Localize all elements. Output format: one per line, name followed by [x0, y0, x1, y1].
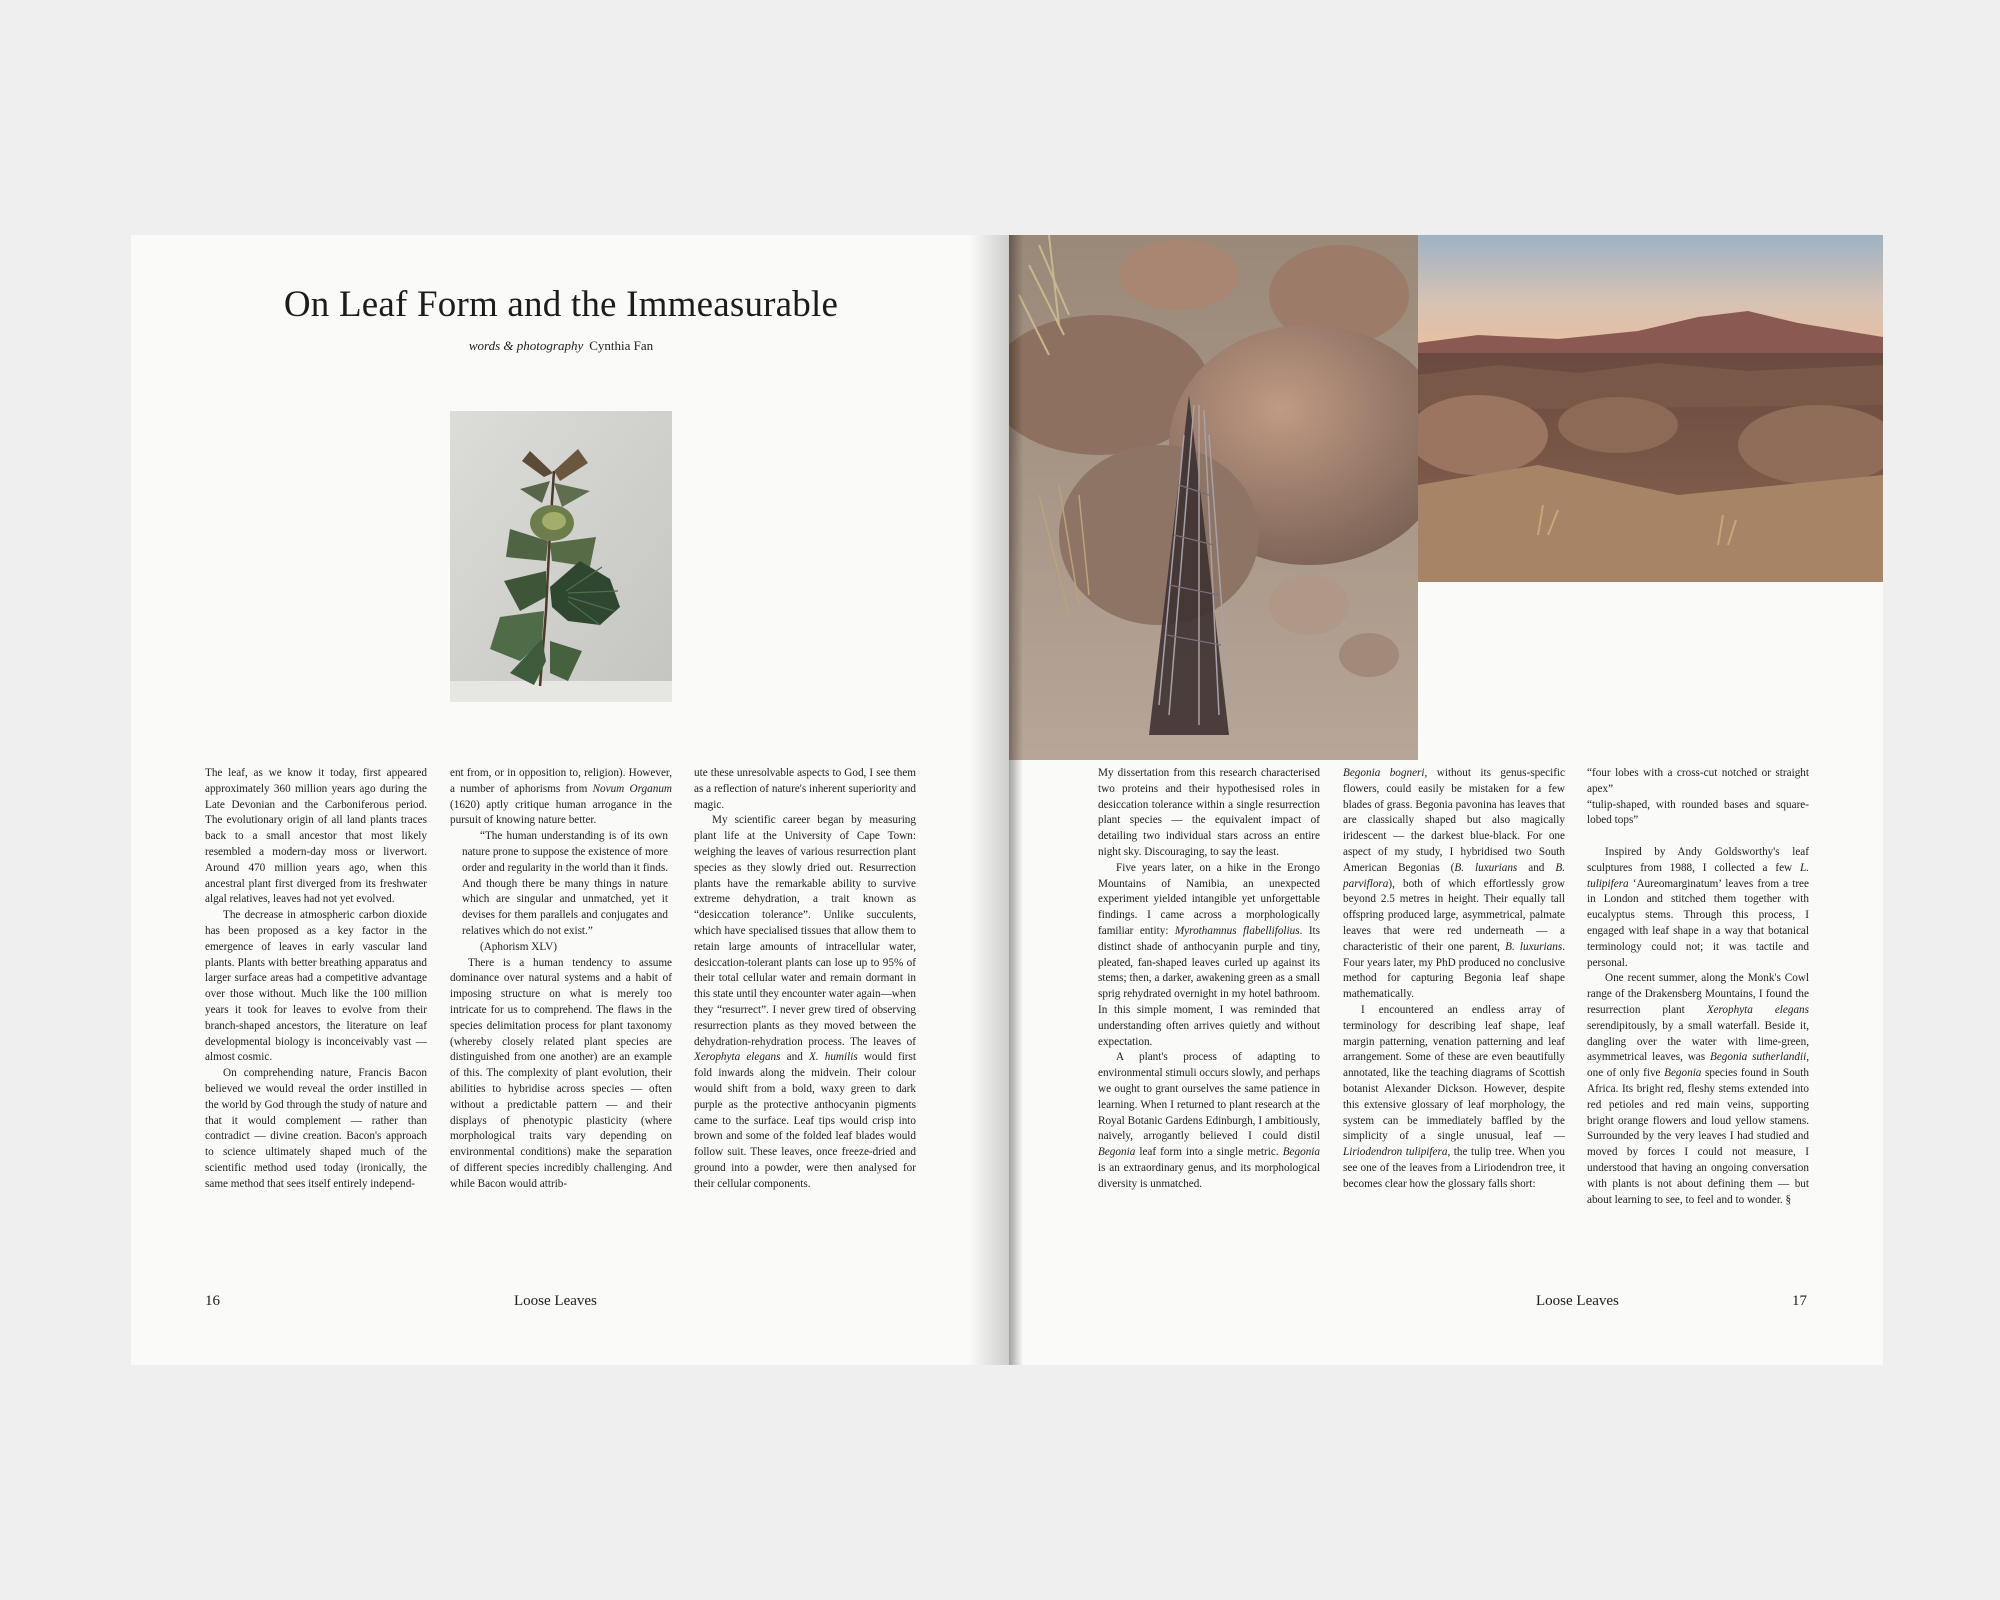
- text-run: Inspired by Andy Goldsworthy's leaf sculptures from 1988, I collected a few: [1587, 845, 1809, 874]
- species-name: Xerophyta elegans: [1706, 1003, 1809, 1016]
- rock-resurrection-plant-photo: [1009, 235, 1418, 760]
- gutter-shadow: [1009, 235, 1023, 1365]
- byline: [131, 338, 991, 354]
- text-run: is an extraordinary genus, and its morphological diversity is unmatched.: [1098, 1161, 1320, 1190]
- right-column-1: [1098, 766, 1320, 1193]
- right-page: [1009, 235, 1883, 1365]
- text-run: . Its distinct shade of anthocyanin purple and tiny, pleated, fan-shaped leaves curled up against its stems; then, a darker, awakening green as a small sprig rehydrated overnight in my hotel bathroom. In this simple moment, I was reminded that understanding often arrives quietly and without expectation.: [1098, 924, 1321, 1048]
- page-number: 16: [205, 1293, 220, 1309]
- begonia-leaf-illustration: [450, 411, 672, 702]
- species-name: B. luxurians: [1505, 940, 1563, 953]
- text-run: My scientific career began by measuring plant life at the University of Cape Town: weighing the leaves of various resurrection plant species as they slowly dried out. Resurrection plants have the remarkable ability to survive extreme dehydration, a trait known as “desiccation tolerance”. Unlike succulents, which have specialised tissues that allow them to retain large amounts of intracellular water, desiccation-tolerant plants can lose up to 95% of their total cellular water and remain dormant in this state until they encounter water again—when they “resurrect”. I never grew tired of observing resurrection plants as they moved between the dehydration-rehydration process. The leaves of: [694, 814, 916, 1048]
- species-name: Begonia: [1282, 1146, 1320, 1159]
- right-column-2: [1343, 766, 1565, 1193]
- paragraph: [1343, 766, 1565, 1003]
- text-run: ent from, or in opposition to, religion). However, a number of aphorisms from: [450, 767, 672, 795]
- begonia-leaf-photo: [450, 411, 672, 702]
- text-run: , one of only five: [1587, 1051, 1809, 1080]
- text-run: ‘Aureomarginatum’ leaves from a tree in London and stitched them together with eucalyptus stems. Through this process, I engaged with leaf shape in a way that botanical terminology could not; it was tactile and personal.: [1587, 877, 1809, 969]
- text-run: Five years later, on a hike in the Erongo Mountains of Namibia, an unexpected experiment yielded intangible yet unforgettable findings. I came across a morphologically familiar entity:: [1098, 861, 1320, 937]
- paragraph: [1587, 845, 1809, 971]
- left-column-1: [205, 766, 427, 1193]
- species-name: Begonia bogneri: [1343, 767, 1425, 779]
- species-name: Liriodendron tulipifera: [1343, 1146, 1448, 1159]
- paragraph: My dissertation from this research characterised two proteins and their hypothesised roles in desiccation tolerance within a single resurrection plant species — the equivalent impact of detailing two individual stars across an entire night sky. Discouraging, to say the least.: [1098, 767, 1320, 858]
- text-run: , the tulip tree. When you see one of the leaves from a Liriodendron tree, it becomes clear how the glossary falls short:: [1343, 1146, 1565, 1190]
- landscape-photo-illustration: [1418, 235, 1883, 582]
- paragraph: [694, 813, 916, 1192]
- text-run: and: [780, 1051, 809, 1064]
- glossary-quote: “four lobes with a cross-cut notched or straight apex”: [1587, 767, 1809, 795]
- paragraph: [1098, 861, 1320, 1051]
- paragraph: The leaf, as we know it today, first appeared approximately 360 million years ago during the Late Devonian and the Carboniferous period. The evolutionary origin of all land plants traces back to a small ancestor that most likely resembled a modern-day moss or liverwort. Around 470 million years ago, when this ancestral plant first diverged from its freshwater algal relatives, leaves had not yet evolved.: [205, 767, 427, 906]
- species-name: B. luxurians: [1454, 861, 1518, 874]
- paragraph: ute these unresolvable aspects to God, I see them as a reflection of nature's inherent superiority and magic.: [694, 767, 916, 811]
- right-column-3: [1587, 766, 1809, 1208]
- text-run: species found in South Africa. Its bright red, fleshy stems extended into red petioles and red main veins, supporting bright orange flowers and loud yellow stamens. Surrounded by the very leaves I had studied and moved by forces I could not measure, I understood that having an ongoing conversation with plants is not about defining them — but about learning to see, to feel and to wonder. §: [1587, 1067, 1809, 1206]
- species-name: X. humilis: [808, 1051, 858, 1064]
- paragraph: [1587, 971, 1809, 1208]
- species-name: L. tulipifera: [1587, 861, 1809, 890]
- species-name: Begonia: [1664, 1067, 1702, 1080]
- running-footer: Loose Leaves: [514, 1293, 597, 1309]
- text-run: would first fold inwards along the midvein. Their colour would shift from a bold, waxy green to dark purple as the protective anthocyanin pigments came to the surface. Leaf tips would crisp into brown and some of the folded leaf blades would follow suit. These leaves, once freeze-dried and ground into a powder, were then analysed for their cellular components.: [694, 1051, 916, 1190]
- quote-citation: (Aphorism XLV): [480, 940, 557, 953]
- article-title: On Leaf Form and the Immeasurable: [283, 284, 839, 325]
- species-name: Myrothamnus flabellifolius: [1174, 924, 1300, 937]
- magazine-spread: [131, 235, 1883, 1365]
- text-run: , without its genus-specific flowers, could easily be mistaken for a few blades of grass. Begonia pavonina has leaves that are classically shaped but also magically iridescent — the darkest blue-black. For one aspect of my study, I hybridised two South American Begonias (: [1343, 767, 1565, 874]
- text-run: . Four years later, my PhD produced no conclusive method for capturing Begonia leaf shape mathematically.: [1343, 940, 1565, 1001]
- species-name: Begonia sutherlandii: [1709, 1051, 1807, 1064]
- paragraph: [1343, 1003, 1565, 1193]
- block-quote: “The human understanding is of its own nature prone to suppose the existence of more order and regularity in the world than it finds. And though there be many things in nature which are singular and unmatched, yet it devises for them parallels and conjugates and relatives which do not exist.”: [462, 830, 668, 937]
- left-column-2: [450, 766, 672, 1193]
- left-column-3: [694, 766, 916, 1193]
- species-name: Begonia: [1098, 1146, 1136, 1159]
- erongo-landscape-photo: [1418, 235, 1883, 582]
- paragraph: The decrease in atmospheric carbon dioxide has been proposed as a key factor in the emergence of leaves in early vascular land plants. Plants with better breathing apparatus and larger surface areas had a competitive advantage over those without. Much like the 100 million years it took for leaves to evolve from their branch-shaped ancestors, the literature on leaf developmental biology is inconceivably vast — almost cosmic.: [205, 909, 427, 1064]
- page-number: 17: [1792, 1293, 1807, 1309]
- byline-author: Cynthia Fan: [589, 338, 654, 353]
- text-run: A plant's process of adapting to environmental stimuli occurs slowly, and perhaps we ought to grant ourselves the same patience in learning. When I returned to plant research at the Royal Botanic Gardens Edinburgh, I ambitiously, naively, arrogantly believed I could distil: [1098, 1051, 1320, 1143]
- species-name: Xerophyta elegans: [694, 1051, 781, 1064]
- paragraph: [450, 766, 672, 829]
- text-run: leaf form into a single metric.: [1135, 1146, 1283, 1159]
- text-run: ), both of which effortlessly grow beyond 2.5 metres in height. Their equally tall offspring produced large, asymmetrical, palmate leaves that were red underneath — a characteristic of their one parent,: [1343, 877, 1565, 953]
- text-run: One recent summer, along the Monk's Cowl range of the Drakensberg Mountains, I found the resurrection plant: [1587, 972, 1809, 1016]
- rock-photo-illustration: [1009, 235, 1418, 760]
- book-title: Novum Organum: [592, 782, 672, 795]
- glossary-quote: “tulip-shaped, with rounded bases and square-lobed tops”: [1587, 798, 1809, 827]
- paragraph: [1098, 1050, 1320, 1192]
- paragraph: There is a human tendency to assume dominance over natural systems and a habit of imposing structure on what is merely too intricate for us to comprehend. The flaws in the species delimitation process for plant taxonomy (whereby closely related plant species are distinguished from one another) are an example of this. The complexity of plant evolution, their abilities to hybridise across species — often without a predictable pattern — and their displays of phenotypic plasticity (where morphological traits vary depending on environmental conditions) make the separation of different species incredibly challenging. And while Bacon would attrib-: [450, 956, 672, 1190]
- text-run: serendipitously, by a small waterfall. Beside it, dangling over the water with lime-green, asymmetrical leaves, was: [1587, 1019, 1809, 1064]
- left-page: [131, 235, 1009, 1365]
- paragraph: On comprehending nature, Francis Bacon believed we would reveal the order instilled in the world by God through the study of nature and that it would complement — rather than contradict — divine creation. Bacon's approach to science ultimately shaped much of the scientific method used today (ironically, the same method that sees itself entirely independ-: [205, 1067, 427, 1190]
- text-run: I encountered an endless array of terminology for describing leaf shape, leaf margin patterning, venation patterning and leaf arrangement. Some of these are even beautifully annotated, like the teaching diagrams of Scottish botanist Alexander Dickson. However, despite this extensive glossary of leaf morphology, the system can be immediately baffled by the simplicity of a single unusual, leaf —: [1343, 1003, 1565, 1143]
- text-run: and: [1517, 861, 1556, 874]
- text-run: (1620) aptly critique human arrogance in the pursuit of knowing nature better.: [450, 798, 672, 827]
- byline-prefix: words & photography: [468, 338, 584, 353]
- species-name: B. parviflora: [1343, 861, 1566, 890]
- gutter-shadow: [969, 235, 1009, 1365]
- running-footer: Loose Leaves: [1536, 1293, 1619, 1309]
